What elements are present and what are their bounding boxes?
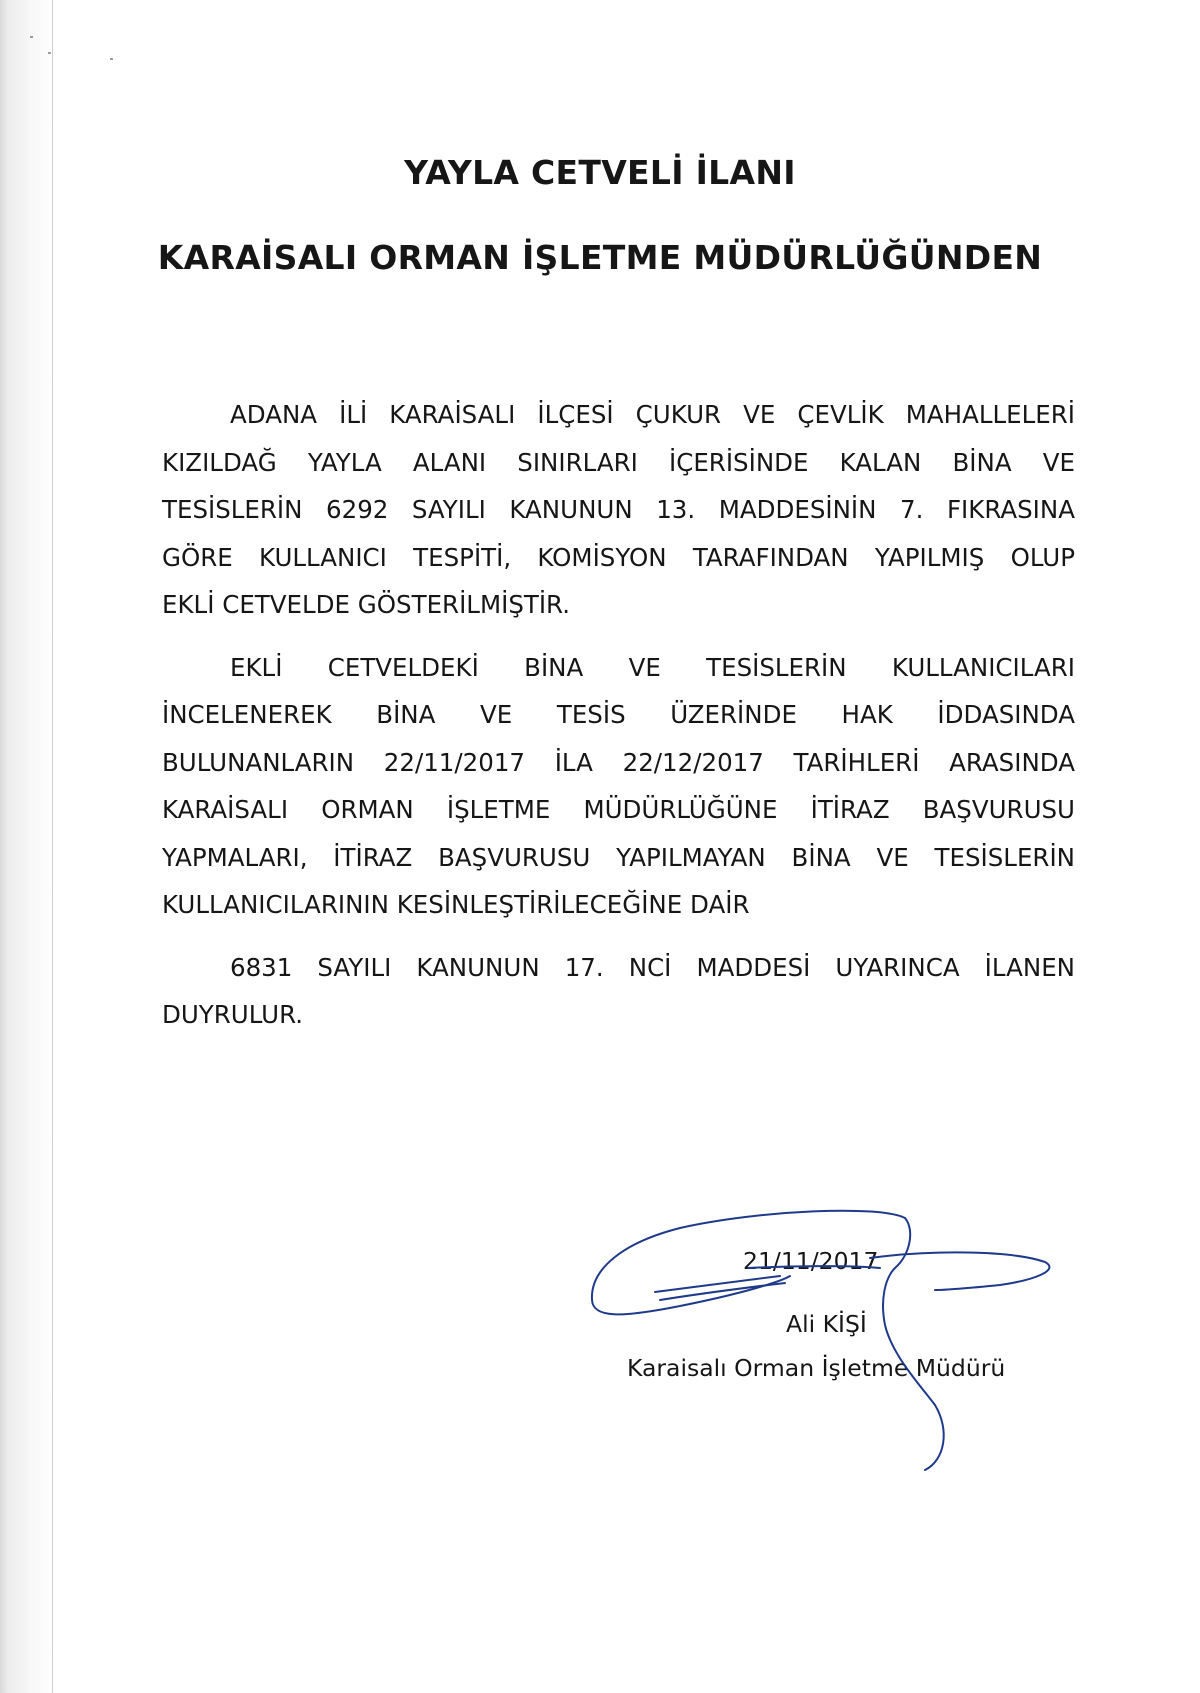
paragraph-line: 6831 SAYILI KANUNUN 17. NCİ MADDESİ UYARINCA İLANEN bbox=[230, 953, 1075, 982]
scan-edge-line bbox=[52, 0, 53, 1693]
signature-stroke bbox=[925, 1405, 944, 1470]
signature-stroke bbox=[870, 1252, 1049, 1290]
signatory-name: Ali KİŞİ bbox=[786, 1310, 867, 1338]
paragraph-line: KARAİSALI ORMAN İŞLETME MÜDÜRLÜĞÜNE İTİRAZ BAŞVURUSU bbox=[162, 795, 1075, 824]
paragraph-line: DUYRULUR. bbox=[162, 1000, 304, 1029]
scan-speck bbox=[48, 52, 51, 54]
document-title: YAYLA CETVELİ İLANI bbox=[404, 153, 796, 192]
paragraph-line: ADANA İLİ KARAİSALI İLÇESİ ÇUKUR VE ÇEVLİK MAHALLELERİ bbox=[230, 400, 1075, 429]
scan-left-edge bbox=[0, 0, 55, 1693]
paragraph-line: BULUNANLARIN 22/11/2017 İLA 22/12/2017 TARİHLERİ ARASINDA bbox=[162, 748, 1075, 777]
paragraph-line: KIZILDAĞ YAYLA ALANI SINIRLARI İÇERİSİNDE KALAN BİNA VE bbox=[162, 448, 1075, 477]
signature-stroke bbox=[660, 1283, 785, 1300]
paragraph-line: GÖRE KULLANICI TESPİTİ, KOMİSYON TARAFINDAN YAPILMIŞ OLUP bbox=[162, 543, 1075, 572]
paragraph-line: KULLANICILARININ KESİNLEŞTİRİLECEĞİNE DAİR bbox=[162, 890, 750, 919]
paragraph-line: EKLİ CETVELDEKİ BİNA VE TESİSLERİN KULLANICILARI bbox=[230, 653, 1075, 682]
paragraph-line: YAPMALARI, İTİRAZ BAŞVURUSU YAPILMAYAN BİNA VE TESİSLERİN bbox=[162, 843, 1075, 872]
paragraph-line: İNCELENEREK BİNA VE TESİS ÜZERİNDE HAK İDDASINDA bbox=[162, 700, 1075, 729]
signatory-title: Karaisalı Orman İşletme Müdürü bbox=[627, 1354, 1006, 1382]
signature-stroke bbox=[655, 1276, 780, 1292]
document-subtitle: KARAİSALI ORMAN İŞLETME MÜDÜRLÜĞÜNDEN bbox=[157, 238, 1043, 277]
signature-date: 21/11/2017 bbox=[743, 1247, 879, 1275]
paragraph-line: EKLİ CETVELDE GÖSTERİLMİŞTİR. bbox=[162, 590, 570, 619]
scan-speck bbox=[110, 58, 113, 60]
paragraph-line: TESİSLERİN 6292 SAYILI KANUNUN 13. MADDESİNİN 7. FIKRASINA bbox=[162, 495, 1075, 524]
scan-speck bbox=[30, 36, 33, 38]
